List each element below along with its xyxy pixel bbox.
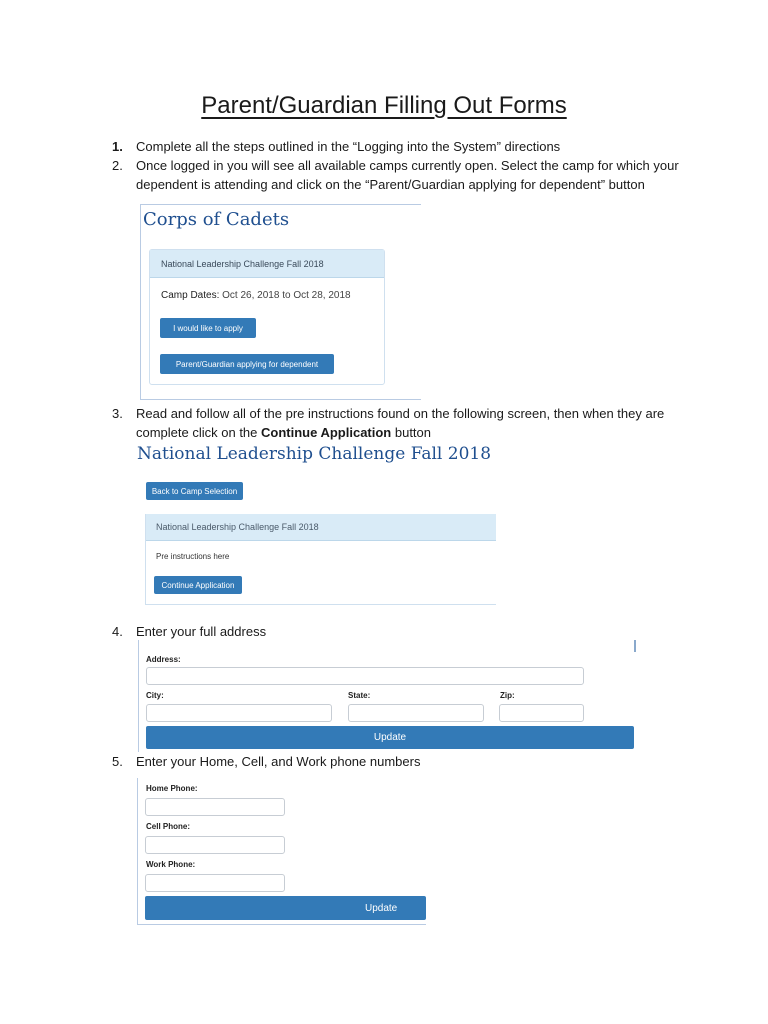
camp-start-date: Oct 26, 2018	[222, 290, 280, 301]
step-number: 4.	[112, 624, 123, 639]
address-form-screenshot	[138, 640, 639, 752]
step-text: Enter your Home, Cell, and Work phone numbers	[136, 754, 421, 769]
step-number: 3.	[112, 406, 123, 421]
zip-input[interactable]	[499, 704, 584, 722]
corps-heading: Corps of Cadets	[143, 209, 290, 230]
zip-label: Zip:	[500, 691, 515, 700]
camp-selection-screenshot	[140, 204, 421, 400]
step-text	[136, 404, 682, 442]
home-phone-input[interactable]	[145, 798, 285, 816]
step-text: Once logged in you will see all available camps currently open. Select the camp for which your dependent is attending and click on the “Parent/Guardian applying for dependent” button	[136, 158, 679, 192]
city-label: City:	[146, 691, 164, 700]
camp-dates-label: Camp Dates:	[161, 290, 220, 301]
step-number: 5.	[112, 754, 123, 769]
pre-instructions-text: Pre instructions here	[156, 552, 230, 561]
camp-panel-heading	[150, 250, 384, 278]
back-to-camp-selection-button[interactable]: Back to Camp Selection	[146, 482, 243, 500]
camp-panel	[149, 249, 385, 385]
step-text: Complete all the steps outlined in the “Logging into the System” directions	[136, 139, 561, 154]
step-5	[112, 752, 682, 771]
step-text-part: button	[391, 425, 432, 440]
work-phone-label: Work Phone:	[146, 860, 196, 869]
step-2	[112, 156, 682, 194]
cursor-marker	[634, 640, 636, 652]
cell-phone-input[interactable]	[145, 836, 285, 854]
camp-end-date: Oct 28, 2018	[293, 290, 351, 301]
cell-phone-label: Cell Phone:	[146, 822, 191, 831]
pre-instructions-panel	[145, 514, 496, 605]
step-1	[112, 137, 682, 156]
address-input[interactable]	[146, 667, 584, 685]
document-title: Parent/Guardian Filling Out Forms	[201, 92, 567, 119]
step-text-bold: Continue Application	[261, 425, 392, 440]
state-input[interactable]	[348, 704, 484, 722]
address-update-button[interactable]: Update	[146, 726, 634, 749]
address-label: Address:	[146, 655, 181, 664]
work-phone-input[interactable]	[145, 874, 285, 892]
phone-form-screenshot	[137, 778, 426, 925]
step-4	[112, 622, 682, 641]
home-phone-label: Home Phone:	[146, 784, 198, 793]
pre-instructions-heading	[146, 514, 496, 541]
continue-application-button[interactable]: Continue Application	[154, 576, 242, 594]
step-3	[112, 404, 682, 442]
camp-dates	[161, 290, 351, 301]
step-number: 1.	[112, 139, 123, 154]
step-text: Enter your full address	[136, 624, 267, 639]
apply-button[interactable]: I would like to apply	[160, 318, 256, 338]
city-input[interactable]	[146, 704, 332, 722]
camp-dates-to: to	[282, 290, 291, 301]
state-label: State:	[348, 691, 371, 700]
phone-update-button[interactable]: Update	[145, 896, 426, 920]
camp-name: National Leadership Challenge Fall 2018	[161, 259, 324, 269]
step-text-part: Read and follow all of the pre instructions found on the following screen, then when they are complete click on the	[136, 406, 665, 440]
pre-instructions-panel-title: National Leadership Challenge Fall 2018	[156, 522, 319, 532]
parent-guardian-button[interactable]: Parent/Guardian applying for dependent	[160, 354, 334, 374]
step-number: 2.	[112, 158, 123, 173]
camp-heading: National Leadership Challenge Fall 2018	[137, 444, 492, 464]
